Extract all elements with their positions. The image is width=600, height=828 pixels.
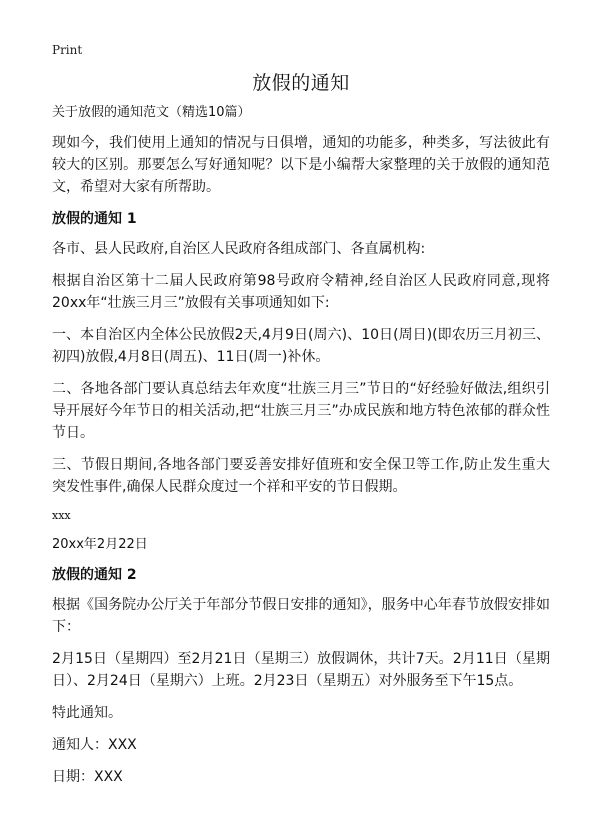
document-subtitle: 关于放假的通知范文（精选10篇） [52,105,251,120]
section-1-item-3: 三、节假日期间,各地各部门要妥善安排好值班和安全保卫等工作,防止发生重大突发性事件,确保人民群众度过一个祥和平安的节日假期。 [52,457,550,495]
section-2-heading: 放假的通知 2 [52,567,137,583]
section-1-basis: 根据自治区第十二届人民政府第98号政府令精神,经自治区人民政府同意,现将20xx年“壮族三月三”放假有关事项通知如下: [52,273,550,311]
print-link[interactable]: Print [52,43,83,57]
section-1-item-2: 二、各地各部门要认真总结去年欢度“壮族三月三”节日的“好经验好做法,组织引导开展好今年节日的相关活动,把“壮族三月三”办成民族和地方特色浓郁的群众性节日。 [52,381,550,441]
section-2-notifier: 通知人：XXX [52,737,137,753]
document-title: 放假的通知 [252,72,350,94]
section-2-basis: 根据《国务院办公厅关于年部分节假日安排的通知》，服务中心年春节放假安排如下： [52,597,550,635]
section-1-heading: 放假的通知 1 [52,211,137,227]
section-1-signer: xxx [52,509,71,522]
section-1-date: 20xx年2月22日 [52,537,148,552]
section-2-schedule: 2月15日（星期四）至2月21日（星期三）放假调休，共计7天。2月11日（星期日）、2月24日（星期六）上班。2月23日（星期五）对外服务至下午15点。 [52,651,550,689]
intro-paragraph: 现如今，我们使用上通知的情况与日俱增，通知的功能多，种类多，写法彼此有较大的区别。那要怎么写好通知呢？以下是小编帮大家整理的关于放假的通知范文，希望对大家有所帮助。 [52,135,550,195]
section-2-closing: 特此通知。 [52,705,122,721]
section-1-item-1: 一、本自治区内全体公民放假2天,4月9日(周六)、10日(周日)(即农历三月初三、初四)放假,4月8日(周五)、11日(周一)补休。 [52,327,550,365]
section-2-date: 日期：XXX [52,769,123,785]
section-1-recipients: 各市、县人民政府,自治区人民政府各组成部门、各直属机构: [52,241,426,257]
